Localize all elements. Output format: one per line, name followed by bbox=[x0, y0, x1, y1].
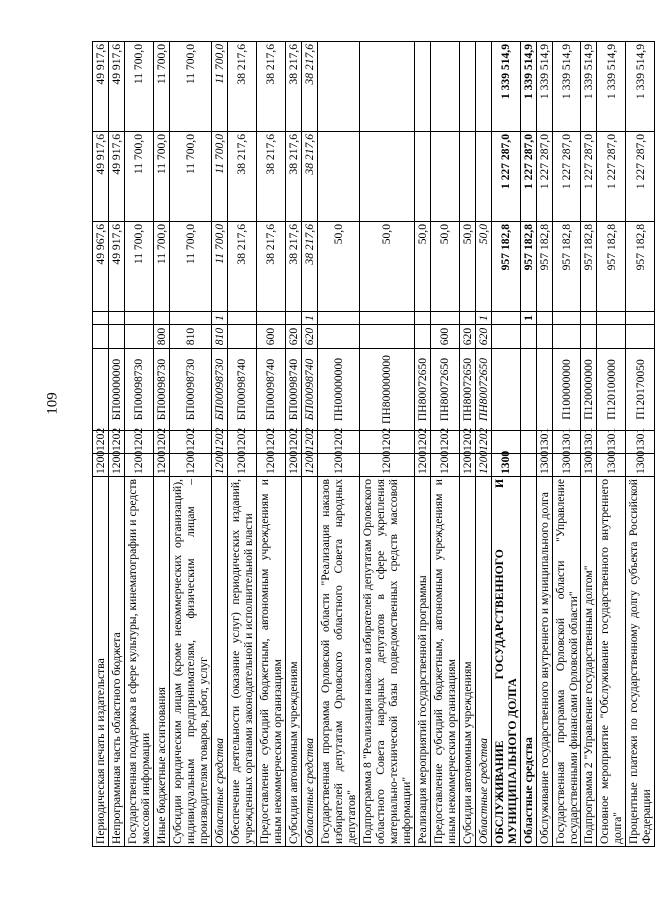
amount-year3-cell: 1 339 514,9 bbox=[520, 42, 536, 132]
amount-year1-cell: 49 917,6 bbox=[108, 222, 124, 312]
section-code-cell: 1200 bbox=[359, 454, 414, 477]
section-code-cell: 1200 bbox=[317, 454, 359, 477]
expense-type-cell bbox=[93, 325, 109, 349]
amount-year3-cell: 38 217,6 bbox=[285, 42, 301, 132]
subsection-code-cell: 1301 bbox=[536, 431, 552, 454]
amount-year1-cell: 38 217,6 bbox=[285, 222, 301, 312]
amount-year3-cell: 1 339 514,9 bbox=[581, 42, 597, 132]
section-code-cell: 1200 bbox=[227, 454, 256, 477]
table-row bbox=[491, 42, 520, 847]
target-article-cell: ПН80072650 bbox=[414, 349, 430, 431]
amount-year1-cell: 50,0 bbox=[414, 222, 430, 312]
subsection-code-cell: 1202 bbox=[169, 431, 211, 454]
row-name-cell: Областные средства bbox=[475, 477, 491, 847]
table-row bbox=[459, 42, 475, 847]
row-name-cell: ОБСЛУЖИВАНИЕ ГОСУДАРСТВЕННОГО И МУНИЦИПАЛЬНОГО ДОЛГА bbox=[491, 477, 520, 847]
amount-year3-cell bbox=[414, 42, 430, 132]
table-row bbox=[475, 42, 491, 847]
table-row bbox=[227, 42, 256, 847]
row-name-cell: Процентные платежи по государственному долгу субъекта Российской Федерации bbox=[626, 477, 655, 847]
section-code-cell: 1200 bbox=[459, 454, 475, 477]
table-row bbox=[317, 42, 359, 847]
amount-year1-cell: 11 700,0 bbox=[153, 222, 169, 312]
amount-year2-cell: 38 217,6 bbox=[256, 132, 285, 222]
funding-source-cell: 1 bbox=[301, 312, 317, 325]
section-code-cell: 1200 bbox=[169, 454, 211, 477]
funding-source-cell bbox=[597, 312, 626, 325]
table-row bbox=[124, 42, 153, 847]
amount-year2-cell: 11 700,0 bbox=[169, 132, 211, 222]
expense-type-cell: 800 bbox=[153, 325, 169, 349]
amount-year1-cell: 50,0 bbox=[475, 222, 491, 312]
table-row bbox=[359, 42, 414, 847]
subsection-code-cell: 1202 bbox=[285, 431, 301, 454]
amount-year1-cell: 11 700,0 bbox=[211, 222, 227, 312]
funding-source-cell bbox=[430, 312, 459, 325]
amount-year1-cell: 957 182,8 bbox=[626, 222, 655, 312]
section-code-cell: 1200 bbox=[256, 454, 285, 477]
row-name-cell: Субсидии автономным учреждениям bbox=[285, 477, 301, 847]
subsection-code-cell: 1301 bbox=[597, 431, 626, 454]
amount-year2-cell: 11 700,0 bbox=[211, 132, 227, 222]
expense-type-cell bbox=[359, 325, 414, 349]
amount-year2-cell: 49 917,6 bbox=[108, 132, 124, 222]
section-code-cell: 1200 bbox=[93, 454, 109, 477]
funding-source-cell bbox=[124, 312, 153, 325]
amount-year2-cell: 11 700,0 bbox=[124, 132, 153, 222]
target-article-cell: БП00098730 bbox=[211, 349, 227, 431]
section-code-cell: 1200 bbox=[301, 454, 317, 477]
expense-type-cell bbox=[520, 325, 536, 349]
target-article-cell bbox=[536, 349, 552, 431]
expense-type-cell bbox=[581, 325, 597, 349]
expense-type-cell bbox=[108, 325, 124, 349]
amount-year1-cell: 11 700,0 bbox=[124, 222, 153, 312]
funding-source-cell bbox=[169, 312, 211, 325]
amount-year1-cell: 957 182,8 bbox=[520, 222, 536, 312]
row-name-cell: Обеспечение деятельности (оказание услуг) периодических изданий, учрежденных органами законодательной и исполнительной власти bbox=[227, 477, 256, 847]
funding-source-cell bbox=[108, 312, 124, 325]
amount-year1-cell: 50,0 bbox=[459, 222, 475, 312]
table-row bbox=[153, 42, 169, 847]
subsection-code-cell: 1202 bbox=[459, 431, 475, 454]
target-article-cell: ПН00000000 bbox=[317, 349, 359, 431]
expense-type-cell bbox=[124, 325, 153, 349]
amount-year3-cell: 1 339 514,9 bbox=[491, 42, 520, 132]
funding-source-cell bbox=[491, 312, 520, 325]
subsection-code-cell: 1202 bbox=[359, 431, 414, 454]
funding-source-cell bbox=[256, 312, 285, 325]
expense-type-cell: 620 bbox=[475, 325, 491, 349]
target-article-cell: ПН80072650 bbox=[459, 349, 475, 431]
subsection-code-cell: 1202 bbox=[317, 431, 359, 454]
expense-type-cell bbox=[626, 325, 655, 349]
row-name-cell: Субсидии автономным учреждениям bbox=[459, 477, 475, 847]
row-name-cell: Основное мероприятие "Обслуживание государственного внутреннего долга" bbox=[597, 477, 626, 847]
subsection-code-cell: 1202 bbox=[430, 431, 459, 454]
amount-year2-cell: 49 917,6 bbox=[93, 132, 109, 222]
expense-type-cell bbox=[597, 325, 626, 349]
amount-year1-cell: 957 182,8 bbox=[536, 222, 552, 312]
amount-year1-cell: 38 217,6 bbox=[301, 222, 317, 312]
expense-type-cell: 810 bbox=[211, 325, 227, 349]
target-article-cell: БП00098730 bbox=[124, 349, 153, 431]
target-article-cell: ПН80072650 bbox=[430, 349, 459, 431]
subsection-code-cell: 1202 bbox=[301, 431, 317, 454]
target-article-cell: БП00098740 bbox=[227, 349, 256, 431]
table-row bbox=[256, 42, 285, 847]
section-code-cell: 1200 bbox=[475, 454, 491, 477]
target-article-cell: БП00098740 bbox=[256, 349, 285, 431]
amount-year2-cell bbox=[430, 132, 459, 222]
amount-year1-cell: 957 182,8 bbox=[597, 222, 626, 312]
amount-year2-cell: 1 227 287,0 bbox=[491, 132, 520, 222]
expense-type-cell bbox=[227, 325, 256, 349]
table-row bbox=[626, 42, 655, 847]
amount-year2-cell: 1 227 287,0 bbox=[581, 132, 597, 222]
target-article-cell: П100000000 bbox=[552, 349, 581, 431]
row-name-cell: Подпрограмма 8 "Реализация наказов избирателей депутатам Орловского областного Совета народных депутатов в сфере укрепления материально-технической базы подведомственных средств массовой информации" bbox=[359, 477, 414, 847]
section-code-cell: 1300 bbox=[536, 454, 552, 477]
target-article-cell: БП00098730 bbox=[169, 349, 211, 431]
table-row bbox=[430, 42, 459, 847]
amount-year3-cell bbox=[359, 42, 414, 132]
amount-year3-cell bbox=[430, 42, 459, 132]
subsection-code-cell: 1301 bbox=[581, 431, 597, 454]
section-code-cell: 1300 bbox=[581, 454, 597, 477]
amount-year2-cell: 1 227 287,0 bbox=[626, 132, 655, 222]
amount-year2-cell: 11 700,0 bbox=[153, 132, 169, 222]
funding-source-cell bbox=[285, 312, 301, 325]
table-body bbox=[93, 42, 655, 847]
funding-source-cell bbox=[536, 312, 552, 325]
row-name-cell: Обслуживание государственного внутреннего и муниципального долга bbox=[536, 477, 552, 847]
subsection-code-cell: 1202 bbox=[108, 431, 124, 454]
row-name-cell: Реализация мероприятий государственной программы bbox=[414, 477, 430, 847]
funding-source-cell bbox=[414, 312, 430, 325]
subsection-code-cell: 1301 bbox=[626, 431, 655, 454]
rotated-table-container bbox=[92, 42, 654, 847]
amount-year2-cell bbox=[475, 132, 491, 222]
funding-source-cell: 1 bbox=[211, 312, 227, 325]
expense-type-cell: 600 bbox=[256, 325, 285, 349]
amount-year3-cell bbox=[475, 42, 491, 132]
target-article-cell: П120100000 bbox=[597, 349, 626, 431]
amount-year1-cell: 50,0 bbox=[359, 222, 414, 312]
amount-year2-cell bbox=[317, 132, 359, 222]
amount-year1-cell: 49 967,6 bbox=[93, 222, 109, 312]
amount-year1-cell: 50,0 bbox=[317, 222, 359, 312]
table-row bbox=[301, 42, 317, 847]
amount-year2-cell bbox=[459, 132, 475, 222]
subsection-code-cell: 1202 bbox=[93, 431, 109, 454]
row-name-cell: Государственная поддержка в сфере культуры, кинематографии и средств массовой информации bbox=[124, 477, 153, 847]
funding-source-cell bbox=[153, 312, 169, 325]
amount-year1-cell: 957 182,8 bbox=[491, 222, 520, 312]
section-code-cell: 1200 bbox=[153, 454, 169, 477]
funding-source-cell: 1 bbox=[520, 312, 536, 325]
amount-year1-cell: 38 217,6 bbox=[256, 222, 285, 312]
target-article-cell bbox=[93, 349, 109, 431]
amount-year3-cell: 11 700,0 bbox=[169, 42, 211, 132]
subsection-code-cell: 1202 bbox=[475, 431, 491, 454]
expense-type-cell bbox=[536, 325, 552, 349]
amount-year2-cell bbox=[414, 132, 430, 222]
target-article-cell: БП00098740 bbox=[285, 349, 301, 431]
target-article-cell: П120000000 bbox=[581, 349, 597, 431]
table-row bbox=[211, 42, 227, 847]
subsection-code-cell: 1202 bbox=[124, 431, 153, 454]
amount-year3-cell: 49 917,6 bbox=[93, 42, 109, 132]
row-name-cell: Предоставление субсидий бюджетным, автономным учреждениям и иным некоммерческим организациям bbox=[430, 477, 459, 847]
subsection-code-cell: 1301 bbox=[552, 431, 581, 454]
amount-year3-cell: 49 917,6 bbox=[108, 42, 124, 132]
row-name-cell: Областные средства bbox=[301, 477, 317, 847]
row-name-cell: Субсидии юридическим лицам (кроме некоммерческих организаций), индивидуальным предпринимателям, физическим лицам – производителям товаров, работ, услуг bbox=[169, 477, 211, 847]
row-name-cell: Областные средства bbox=[520, 477, 536, 847]
expense-type-cell: 810 bbox=[169, 325, 211, 349]
amount-year2-cell: 1 227 287,0 bbox=[520, 132, 536, 222]
expense-type-cell bbox=[317, 325, 359, 349]
section-code-cell bbox=[520, 454, 536, 477]
expense-type-cell bbox=[491, 325, 520, 349]
amount-year2-cell bbox=[359, 132, 414, 222]
expense-type-cell: 620 bbox=[459, 325, 475, 349]
section-code-cell: 1200 bbox=[285, 454, 301, 477]
subsection-code-cell: 1202 bbox=[153, 431, 169, 454]
row-name-cell: Иные бюджетные ассигнования bbox=[153, 477, 169, 847]
funding-source-cell bbox=[552, 312, 581, 325]
expense-type-cell: 620 bbox=[285, 325, 301, 349]
section-code-cell: 1300 bbox=[626, 454, 655, 477]
expense-type-cell bbox=[552, 325, 581, 349]
amount-year3-cell: 38 217,6 bbox=[256, 42, 285, 132]
row-name-cell: Предоставление субсидий бюджетным, автономным учреждениям и иным некоммерческим организациям bbox=[256, 477, 285, 847]
row-name-cell: Государственная программа Орловской области "Управление государственными финансами Орловской области" bbox=[552, 477, 581, 847]
section-code-cell: 1200 bbox=[108, 454, 124, 477]
amount-year1-cell: 957 182,8 bbox=[552, 222, 581, 312]
row-name-cell: Непрограммная часть областного бюджета bbox=[108, 477, 124, 847]
target-article-cell: П120170050 bbox=[626, 349, 655, 431]
target-article-cell bbox=[491, 349, 520, 431]
target-article-cell: БП00098730 bbox=[153, 349, 169, 431]
table-row bbox=[581, 42, 597, 847]
table-row bbox=[536, 42, 552, 847]
funding-source-cell bbox=[93, 312, 109, 325]
subsection-code-cell: 1202 bbox=[211, 431, 227, 454]
table-row bbox=[108, 42, 124, 847]
table-row bbox=[93, 42, 109, 847]
row-name-cell: Подпрограмма 2 "Управление государственным долгом" bbox=[581, 477, 597, 847]
row-name-cell: Областные средства bbox=[211, 477, 227, 847]
amount-year1-cell: 50,0 bbox=[430, 222, 459, 312]
amount-year2-cell: 1 227 287,0 bbox=[597, 132, 626, 222]
target-article-cell: БП00098740 bbox=[301, 349, 317, 431]
amount-year1-cell: 957 182,8 bbox=[581, 222, 597, 312]
row-name-cell: Периодическая печать и издательства bbox=[93, 477, 109, 847]
table-row bbox=[285, 42, 301, 847]
target-article-cell: ПН800000000 bbox=[359, 349, 414, 431]
expense-type-cell: 600 bbox=[430, 325, 459, 349]
row-name-cell: Государственная программа Орловской области "Реализация наказов избирателей депутатам Орловского областного Совета народных депутатов" bbox=[317, 477, 359, 847]
funding-source-cell bbox=[227, 312, 256, 325]
amount-year3-cell bbox=[317, 42, 359, 132]
funding-source-cell bbox=[581, 312, 597, 325]
amount-year1-cell: 38 217,6 bbox=[227, 222, 256, 312]
funding-source-cell: 1 bbox=[475, 312, 491, 325]
amount-year2-cell: 38 217,6 bbox=[285, 132, 301, 222]
funding-source-cell bbox=[317, 312, 359, 325]
amount-year3-cell: 11 700,0 bbox=[211, 42, 227, 132]
section-code-cell: 1300 bbox=[597, 454, 626, 477]
table-row bbox=[597, 42, 626, 847]
funding-source-cell bbox=[626, 312, 655, 325]
amount-year3-cell: 38 217,6 bbox=[301, 42, 317, 132]
amount-year3-cell: 38 217,6 bbox=[227, 42, 256, 132]
section-code-cell: 1200 bbox=[124, 454, 153, 477]
table-row bbox=[552, 42, 581, 847]
amount-year3-cell: 11 700,0 bbox=[124, 42, 153, 132]
amount-year2-cell: 38 217,6 bbox=[227, 132, 256, 222]
target-article-cell: ПН80072650 bbox=[475, 349, 491, 431]
section-code-cell: 1300 bbox=[491, 454, 520, 477]
subsection-code-cell: 1202 bbox=[227, 431, 256, 454]
amount-year1-cell: 11 700,0 bbox=[169, 222, 211, 312]
table-row bbox=[520, 42, 536, 847]
expense-type-cell bbox=[414, 325, 430, 349]
funding-source-cell bbox=[459, 312, 475, 325]
amount-year3-cell: 1 339 514,9 bbox=[597, 42, 626, 132]
subsection-code-cell bbox=[520, 431, 536, 454]
amount-year2-cell: 38 217,6 bbox=[301, 132, 317, 222]
amount-year3-cell bbox=[459, 42, 475, 132]
amount-year3-cell: 1 339 514,9 bbox=[552, 42, 581, 132]
page-number: 109 bbox=[44, 392, 61, 415]
amount-year2-cell: 1 227 287,0 bbox=[552, 132, 581, 222]
funding-source-cell bbox=[359, 312, 414, 325]
target-article-cell bbox=[520, 349, 536, 431]
section-code-cell: 1200 bbox=[211, 454, 227, 477]
amount-year3-cell: 1 339 514,9 bbox=[626, 42, 655, 132]
table-row bbox=[169, 42, 211, 847]
subsection-code-cell: 1202 bbox=[256, 431, 285, 454]
section-code-cell: 1300 bbox=[552, 454, 581, 477]
budget-table bbox=[92, 41, 655, 847]
section-code-cell: 1200 bbox=[414, 454, 430, 477]
expense-type-cell: 620 bbox=[301, 325, 317, 349]
amount-year3-cell: 1 339 514,9 bbox=[536, 42, 552, 132]
section-code-cell: 1200 bbox=[430, 454, 459, 477]
target-article-cell: БП00000000 bbox=[108, 349, 124, 431]
amount-year2-cell: 1 227 287,0 bbox=[536, 132, 552, 222]
subsection-code-cell: 1202 bbox=[414, 431, 430, 454]
table-row bbox=[414, 42, 430, 847]
amount-year3-cell: 11 700,0 bbox=[153, 42, 169, 132]
